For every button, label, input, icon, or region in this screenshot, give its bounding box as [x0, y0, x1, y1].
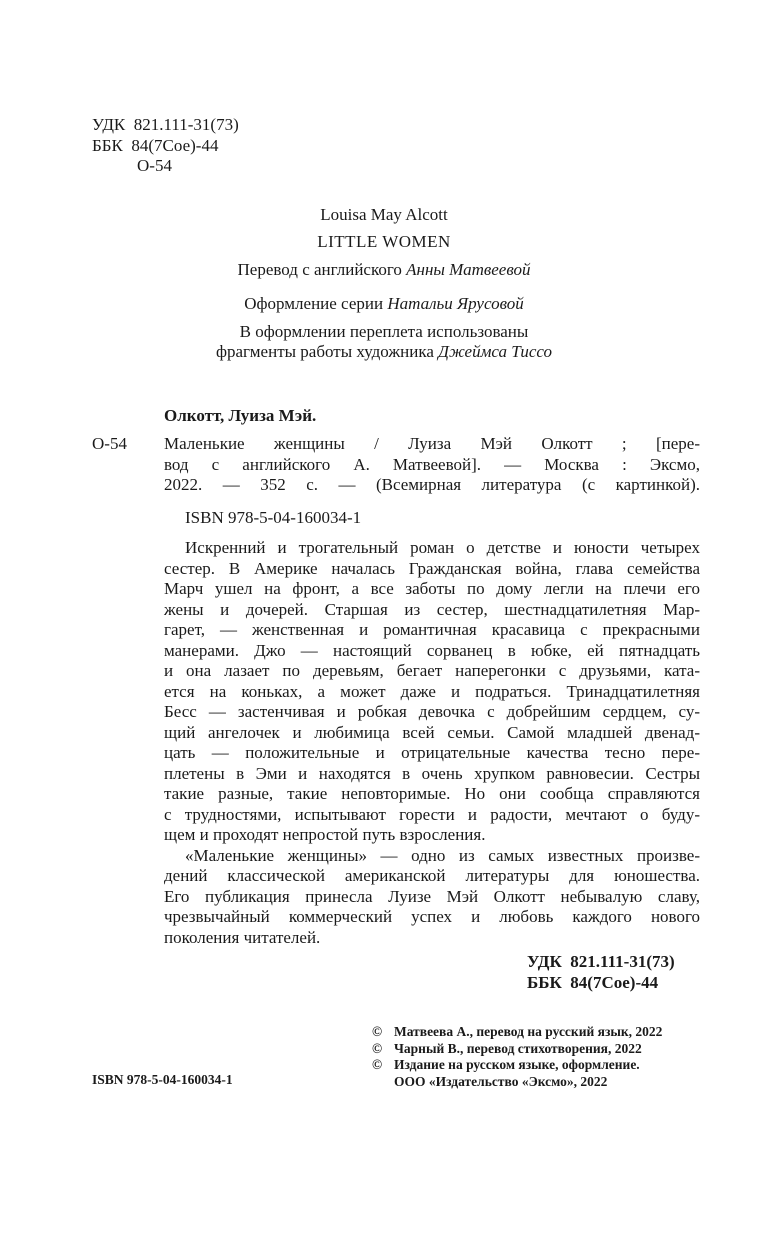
bib-code: О-54	[92, 434, 127, 453]
udk-code: УДК 821.111-31(73)	[92, 115, 239, 134]
author-en: Louisa May Alcott	[320, 205, 448, 224]
abstract-line: Его публикация принесла Луизе Мэй Олкотт небывалую славу,	[164, 886, 700, 906]
classification-bottom	[527, 952, 675, 993]
bib-description	[164, 434, 700, 496]
abstract-line: с трудностями, испытывают горести и радости, мечтают о буду-	[164, 804, 700, 824]
translation-credit	[0, 260, 768, 281]
abstract-line: Марч ушел на фронт, а все заботы по дому легли на плечи его	[164, 579, 700, 598]
copyright-line	[372, 1041, 662, 1058]
abstract-line: ется на коньках, а может даже и подраться. Тринадцатилетняя	[164, 681, 700, 701]
copyright-line	[372, 1057, 662, 1074]
abstract-line: жены и дочерей. Старшая из сестер, шестнадцатилетняя Мар-	[164, 599, 700, 619]
copyright-text: Чарный В., перевод стихотворения, 2022	[394, 1040, 642, 1056]
abstract-line: щий ангелочек и любимица всей семьи. Самой младшей двенад-	[164, 722, 700, 742]
abstract-line: и она лазает по деревьям, бегает наперегонки с друзьями, ката-	[164, 661, 700, 680]
abstract-line: сестер. В Америке началась Гражданская война, глава семейства	[164, 558, 700, 578]
abstract-line: манерами. Джо — настоящий сорванец в юбке, ей пятнадцать	[164, 640, 700, 660]
bib-isbn: ISBN 978-5-04-160034-1	[185, 508, 362, 527]
cover-credit-line2	[0, 342, 768, 363]
bbk-code: ББК 84(7Сое)-44	[92, 135, 219, 155]
abstract-line: чрезвычайный коммерческий успех и любовь каждого нового	[164, 907, 700, 926]
translator: Анны Матвеевой	[406, 260, 531, 279]
author-mark: О-54	[137, 156, 172, 175]
copyright-icon: ©	[372, 1057, 383, 1072]
copyright-line: ООО «Издательство «Эксмо», 2022	[394, 1073, 608, 1089]
copyright-text: Матвеева А., перевод на русский язык, 2022	[394, 1024, 663, 1039]
abstract	[164, 538, 700, 948]
cover-credit-line1: В оформлении переплета использованы	[239, 322, 529, 341]
abstract-line: поколения читателей.	[164, 927, 321, 947]
abstract-line: цать — положительные и отрицательные качества тесно пере-	[164, 743, 700, 762]
copyright-block	[372, 1024, 662, 1090]
abstract-line: такие разные, такие неповторимые. Но они сообща справляются	[164, 784, 700, 803]
abstract-line: Искренний и трогательный роман о детстве и юности четырех	[185, 538, 700, 557]
series-designer: Натальи Ярусовой	[387, 294, 524, 313]
translation-prefix: Перевод с английского	[237, 260, 407, 279]
title-en: LITTLE WOMEN	[317, 232, 451, 251]
bib-heading: Олкотт, Луиза Мэй.	[164, 406, 317, 425]
cover-artist: Джеймса Тиссо	[438, 342, 552, 361]
abstract-line: щем и проходят непростой путь взросления.	[164, 825, 486, 844]
series-design-prefix: Оформление серии	[244, 294, 388, 313]
copyright-text: Издание на русском языке, оформление.	[394, 1057, 640, 1072]
copyright-line	[372, 1024, 662, 1041]
copyright-icon: ©	[372, 1040, 383, 1056]
udk-code-bottom: УДК 821.111-31(73)	[527, 952, 675, 971]
bib-line: Маленькие женщины / Луиза Мэй Олкотт ; [пере-	[164, 434, 700, 453]
bbk-code-bottom: ББК 84(7Сое)-44	[527, 972, 659, 992]
series-design-credit	[0, 294, 768, 315]
abstract-line: дений классической американской литературы для юношества.	[164, 866, 700, 885]
abstract-line: гарет, — женственная и романтичная красавица с прекрасными	[164, 620, 700, 639]
cover-prefix: фрагменты работы художника	[215, 342, 439, 361]
abstract-line: «Маленькие женщины» — одно из самых известных произве-	[185, 845, 700, 865]
abstract-line: Бесс — застенчивая и робкая девочка с добрейшим сердцем, су-	[164, 702, 700, 721]
isbn-bottom: ISBN 978-5-04-160034-1	[92, 1072, 233, 1087]
abstract-line: плетены в Эми и находятся в очень хрупком равновесии. Сестры	[164, 763, 700, 783]
bib-line: 2022. — 352 с. — (Всемирная литература (с картинкой).	[164, 475, 700, 494]
copyright-icon: ©	[372, 1024, 383, 1039]
classification-top	[92, 115, 239, 177]
bib-line: вод с английского А. Матвеевой]. — Москва : Эксмо,	[164, 454, 700, 474]
